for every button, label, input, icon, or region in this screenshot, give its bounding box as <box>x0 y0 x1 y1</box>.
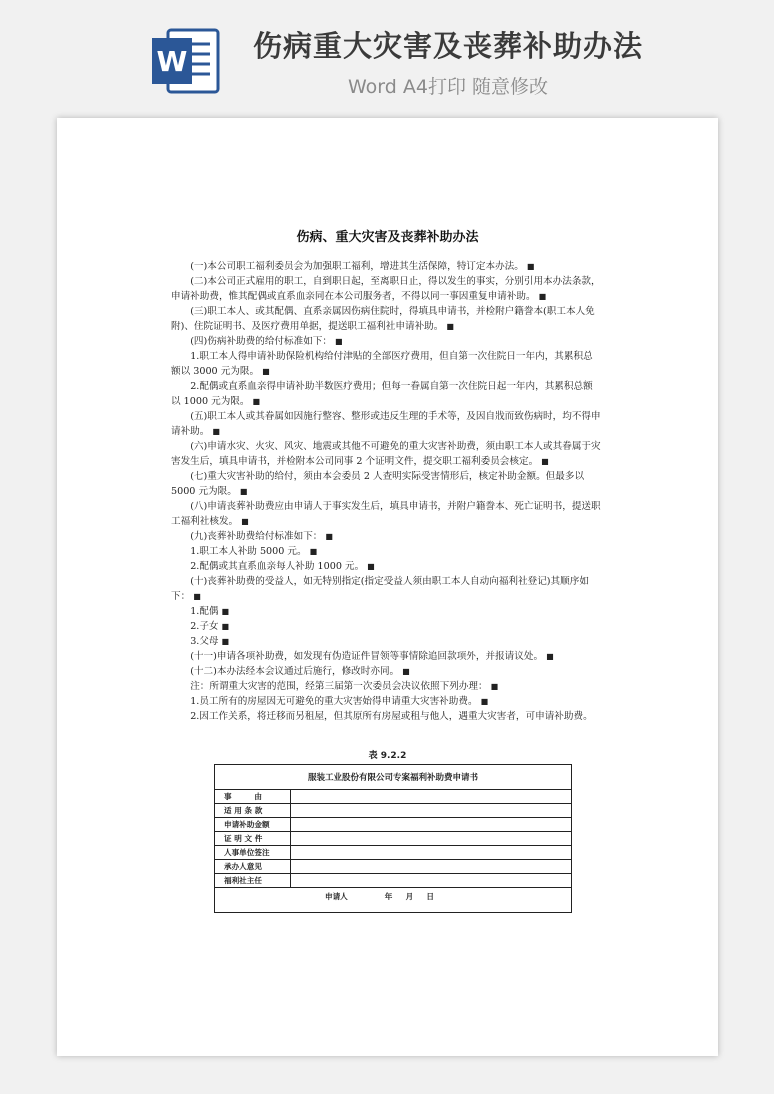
paragraph-marker: ■ <box>335 337 343 346</box>
paragraph <box>171 649 601 664</box>
paragraph <box>171 529 601 544</box>
form-row <box>215 832 571 846</box>
paragraph-marker: ■ <box>309 547 318 556</box>
paragraph-marker: ■ <box>193 592 201 601</box>
paragraph-text: (九)丧葬补助费给付标准如下： <box>190 531 323 542</box>
paragraph-marker: ■ <box>546 652 554 661</box>
paragraph-marker: ■ <box>252 397 261 406</box>
word-icon-letter: W <box>156 45 188 78</box>
paragraph-text: 1.职工本人得申请补助保险机构给付津贴的全部医疗费用，但自第一次住院日一年内，其累积总额以 3000 元为限。 <box>171 351 593 377</box>
paragraph-marker: ■ <box>221 622 230 631</box>
signature-line <box>325 891 434 902</box>
form-row-label: 人事单位签注 <box>215 846 291 859</box>
paragraph-marker: ■ <box>446 322 454 331</box>
form-row-label: 适 用 条 款 <box>215 804 291 817</box>
paragraph <box>171 499 601 529</box>
paragraph-marker: ■ <box>241 517 249 526</box>
paragraph-text: 1.职工本人补助 5000 元。 <box>190 546 307 557</box>
paragraph-text: (十二)本办法经本会议通过后施行，修改时亦同。 <box>190 666 400 677</box>
form-row <box>215 874 571 888</box>
document-page <box>57 118 718 1056</box>
paragraph <box>171 439 601 469</box>
paragraph-text: (四)伤病补助费的给付标准如下： <box>190 336 332 347</box>
paragraph-marker: ■ <box>221 637 230 646</box>
paragraph-marker: ■ <box>490 682 499 691</box>
table-caption: 表 9.2.2 <box>368 751 407 761</box>
header-subtitle: Word A4打印 随意修改 <box>347 76 548 98</box>
paragraph-text: (六)申请水灾、火灾、风灾、地震或其他不可避免的重大灾害补助费，须由职工本人或其眷属于灾害发生后，填具申请书，并检附本公司同事 2 个证明文件，提交职工福利委员会核定。 <box>171 441 601 467</box>
form-row-label: 承办人意见 <box>215 860 291 873</box>
paragraph-text: 1.员工所有的房屋因无可避免的重大灾害始得申请重大灾害补助费。 <box>190 696 478 707</box>
paragraph <box>171 259 601 274</box>
form-row <box>215 860 571 874</box>
paragraph-text: (二)本公司正式雇用的职工，自到职日起，至离职日止，得以发生的事实，分别引用本办法条款，申请补助费，惟其配偶或直系血亲同在本公司服务者，不得以同一事因重复申请补助。 <box>171 276 601 302</box>
form-row <box>215 818 571 832</box>
paragraph-text: 2.配偶或其直系血亲每人补助 1000 元。 <box>190 561 365 572</box>
paragraph-marker: ■ <box>221 607 230 616</box>
paragraph-marker: ■ <box>480 697 489 706</box>
paragraph <box>171 574 601 604</box>
paragraph <box>171 544 601 559</box>
paragraph-text: (三)职工本人、或其配偶、直系亲属因伤病住院时，得填具申请书，并检附户籍誊本(职工本人免附)、住院证明书、及医疗费用单据，提送职工福利社申请补助。 <box>171 306 595 332</box>
paragraph-marker: ■ <box>239 487 248 496</box>
paragraph-text: (十)丧葬补助费的受益人，如无特别指定(指定受益人须由职工本人自动向福利社登记)其顺序如下： <box>171 576 589 602</box>
document-body <box>171 259 601 724</box>
paragraph <box>171 349 601 379</box>
form-row-label: 事 由 <box>215 790 291 803</box>
paragraph-text: (一)本公司职工福利委员会为加强职工福利，增进其生活保障，特订定本办法。 <box>190 261 524 272</box>
form-row <box>215 846 571 860</box>
paragraph-marker: ■ <box>402 667 410 676</box>
paragraph <box>171 409 601 439</box>
form-row <box>215 804 571 818</box>
paragraph <box>171 604 601 619</box>
paragraph-marker: ■ <box>262 367 270 376</box>
year-label: 年 <box>384 892 393 901</box>
paragraph <box>171 274 601 304</box>
paragraph-text: 3.父母 <box>190 636 219 647</box>
form-row-label: 证 明 文 件 <box>215 832 291 845</box>
paragraph-text: (五)职工本人或其眷属如因施行整容、整形或违反生理的手术等，及因自戕而致伤病时，均不得申请补助。 <box>171 411 601 437</box>
paragraph-marker: ■ <box>367 562 375 571</box>
month-label: 月 <box>405 892 414 901</box>
paragraph-marker: ■ <box>325 532 333 541</box>
paragraph <box>171 469 601 499</box>
word-icon <box>150 26 220 96</box>
paragraph-marker: ■ <box>541 457 549 466</box>
form-row <box>215 790 571 804</box>
paragraph-text: 2.配偶或直系血亲得申请补助半数医疗费用；但每一眷属自第一次住院日起一年内，其累积总额以 1000 元为限。 <box>171 381 593 407</box>
paragraph-text: (十一)申请各项补助费，如发现有伪造证件冒领等事情除追回款项外，并报请议处。 <box>190 651 544 662</box>
form-rows <box>215 789 571 888</box>
application-form <box>214 764 572 913</box>
paragraph-marker: ■ <box>526 262 535 271</box>
paragraph <box>171 334 601 349</box>
paragraph-text: 1.配偶 <box>190 606 219 617</box>
paragraph-text: 注：所谓重大灾害的范围，经第三届第一次委员会决议依照下列办理： <box>190 681 488 692</box>
paragraph <box>171 304 601 334</box>
document-title: 伤病、重大灾害及丧葬补助办法 <box>296 230 479 245</box>
page-header <box>0 0 774 118</box>
paragraph <box>171 619 601 634</box>
paragraph <box>171 679 601 694</box>
paragraph-marker: ■ <box>212 427 220 436</box>
paragraph <box>171 559 601 574</box>
paragraph <box>171 664 601 679</box>
paragraph-text: (八)申请丧葬补助费应由申请人于事实发生后，填具申请书，并附户籍誊本、死亡证明书，提送职工福利社核发。 <box>171 501 601 527</box>
applicant-label: 申请人 <box>325 892 348 901</box>
paragraph-text: (七)重大灾害补助的给付，须由本会委员 2 人查明实际受害情形后，核定补助金额。但最多以 5000 元为限。 <box>171 471 585 497</box>
day-label: 日 <box>426 892 435 901</box>
paragraph-marker: ■ <box>538 292 547 301</box>
header-title: 伤病重大灾害及丧葬补助办法 <box>252 29 643 63</box>
form-row-label: 福利社主任 <box>215 874 291 887</box>
paragraph-text: 2.因工作关系，将迁移而另租屋，但其原所有房屋或租与他人，遇重大灾害者，可申请补助费。 <box>190 711 593 722</box>
form-title: 服装工业股份有限公司专案福利补助费申请书 <box>307 773 478 783</box>
paragraph-text: 2.子女 <box>190 621 219 632</box>
paragraph <box>171 709 601 724</box>
paragraph <box>171 694 601 709</box>
form-row-label: 申请补助金额 <box>215 818 291 831</box>
paragraph <box>171 379 601 409</box>
paragraph <box>171 634 601 649</box>
